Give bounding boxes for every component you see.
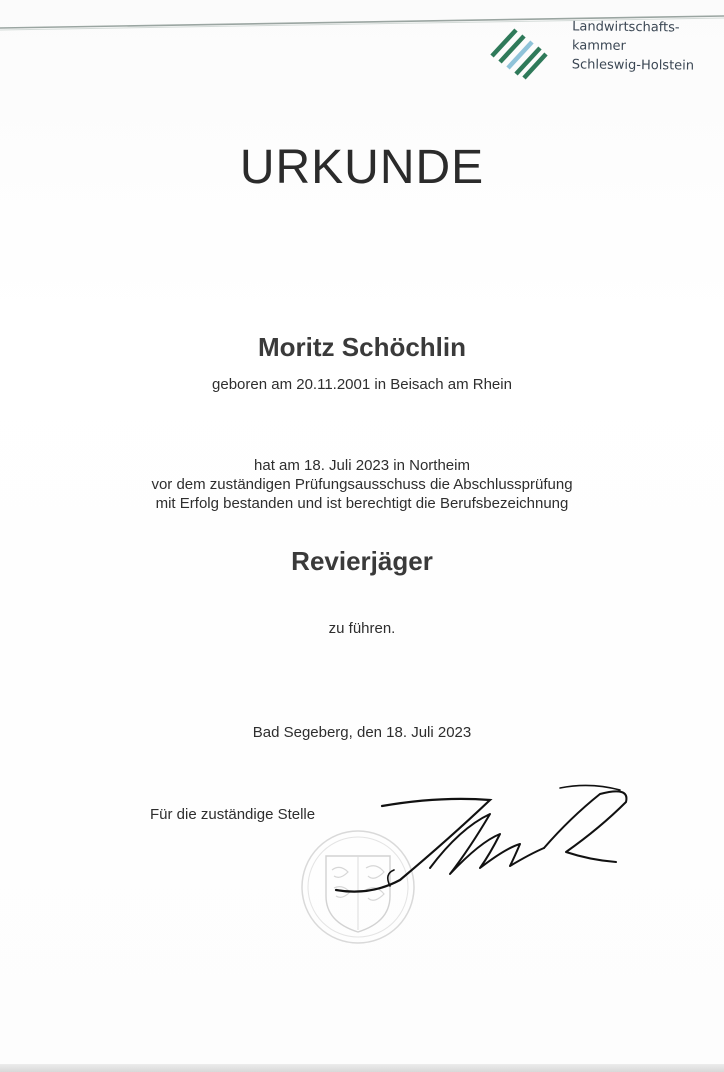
paper-bottom-edge (0, 1064, 724, 1072)
recipient-name: Moritz Schöchlin (258, 332, 466, 362)
birth-line: geboren am 20.11.2001 in Beisach am Rhein (212, 376, 512, 393)
stripes-logo-icon (488, 26, 548, 80)
handwritten-signature (330, 778, 630, 898)
organization-line-2: kammer (571, 38, 627, 54)
organization-line-1: Landwirtschafts- (572, 19, 680, 36)
statement-line-1: hat am 18. Juli 2023 in Northeim (254, 457, 470, 474)
organization-name (572, 17, 695, 75)
certificate-title: URKUNDE (239, 141, 485, 194)
place-date-line: Bad Segeberg, den 18. Juli 2023 (252, 724, 472, 741)
authority-label: Für die zuständige Stelle (150, 806, 316, 823)
profession-title: Revierjäger (291, 546, 433, 576)
closing-line: zu führen. (328, 620, 396, 637)
statement-line-3: mit Erfolg bestanden und ist berechtigt die Berufsbezeichnung (155, 495, 569, 512)
organization-line-3: Schleswig-Holstein (571, 57, 695, 74)
statement-text (0, 456, 724, 513)
statement-line-2: vor dem zuständigen Prüfungsausschuss die Abschlussprüfung (151, 476, 573, 493)
